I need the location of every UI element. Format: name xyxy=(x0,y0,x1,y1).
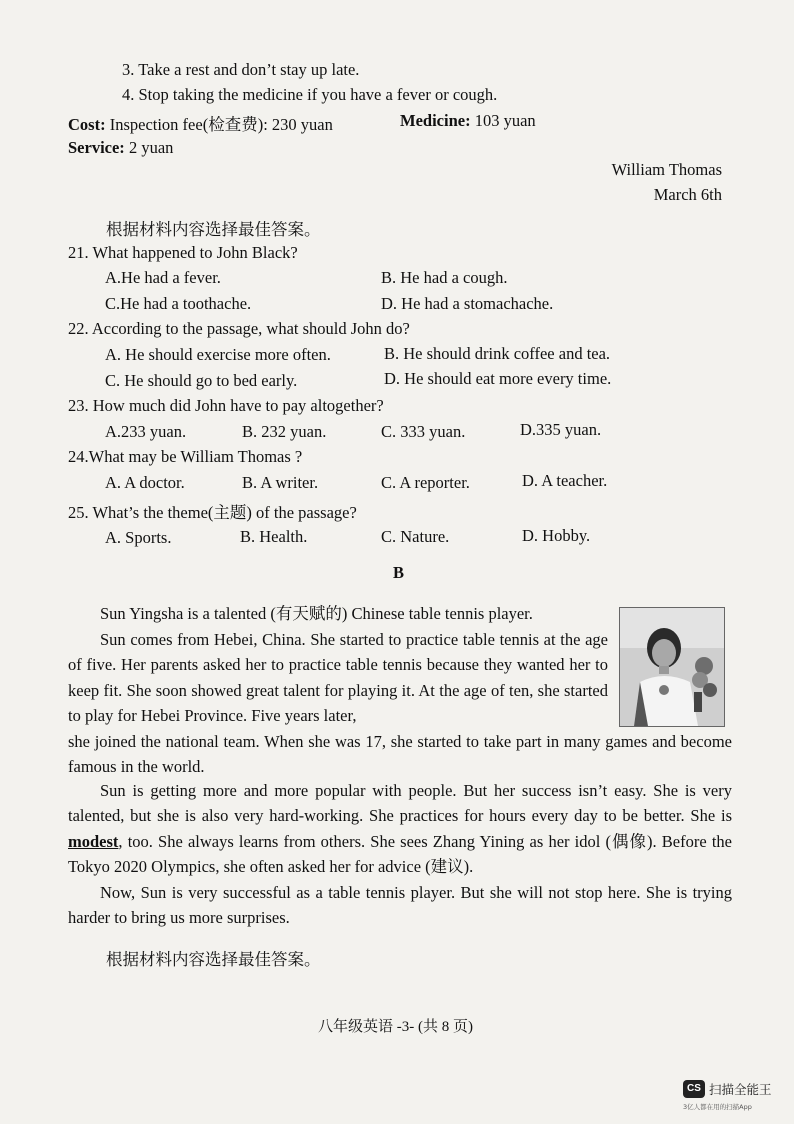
q22-option-b: B. He should drink coffee and tea. xyxy=(384,344,611,363)
paragraph-4 xyxy=(68,880,732,931)
q21-option-d: D. He had a stomachache. xyxy=(381,294,554,313)
paragraph-3-text-2: , too. She always learns from others. She sees Zhang Yining as her idol (偶像). Before the Tokyo 2020 Olympics, she often asked her for advice (建议). xyxy=(68,831,732,877)
service-label: Service: xyxy=(68,138,125,157)
page-footer: 八年级英语 -3- (共 8 页) xyxy=(318,1019,473,1035)
question-24: 24.What may be William Thomas ? xyxy=(68,447,303,466)
advice-3: 3. Take a rest and don’t stay up late. xyxy=(122,60,360,79)
paragraph-3-text-1: Sun is getting more and more popular with people. But her success isn’t easy. She is very talented, but she is also very hard-working. She practices for hours every day to be better. She is xyxy=(68,781,732,826)
medicine-value: 103 yuan xyxy=(474,111,536,130)
q21-option-c: C.He had a toothache. xyxy=(105,294,252,313)
question-23: 23. How much did John have to pay altogether? xyxy=(68,396,384,415)
instruction-b: 根据材料内容选择最佳答案。 xyxy=(106,950,321,969)
scanner-logo-icon: CS xyxy=(683,1080,705,1098)
instruction-a: 根据材料内容选择最佳答案。 xyxy=(106,220,321,239)
player-photo xyxy=(619,607,725,727)
scanner-tagline: 3亿人都在用的扫描App xyxy=(683,1103,752,1111)
modest-word: modest xyxy=(68,831,119,851)
q21-option-b: B. He had a cough. xyxy=(381,268,508,287)
paragraph-2-continued: she joined the national team. When she was 17, she started to take part in many games and become famous in the world. xyxy=(68,732,732,777)
player-photo-image xyxy=(620,608,724,726)
signature-date: March 6th xyxy=(653,185,722,204)
question-22: 22. According to the passage, what should John do? xyxy=(68,319,410,338)
q23-option-d: D.335 yuan. xyxy=(520,420,602,439)
paragraph-2 xyxy=(68,627,608,729)
service-value: 2 yuan xyxy=(128,138,174,157)
paragraph-1-text: Sun Yingsha is a talented (有天赋的) Chinese table tennis player. xyxy=(100,604,533,623)
cost-line xyxy=(68,111,333,135)
q24-option-c: C. A reporter. xyxy=(381,473,470,492)
paragraph-4-text: Now, Sun is very successful as a table tennis player. But she will not stop here. She is trying harder to bring us more surprises. xyxy=(68,883,732,928)
q24-option-a: A. A doctor. xyxy=(105,473,185,492)
q23-option-b: B. 232 yuan. xyxy=(242,422,327,441)
q25-option-b: B. Health. xyxy=(240,527,308,546)
section-b-heading: B xyxy=(393,563,405,582)
q21-option-a: A.He had a fever. xyxy=(105,268,221,287)
q24-option-d: D. A teacher. xyxy=(522,471,608,490)
question-21: 21. What happened to John Black? xyxy=(68,243,298,262)
q23-option-a: A.233 yuan. xyxy=(105,422,187,441)
paragraph-3 xyxy=(68,778,732,880)
medicine-label: Medicine: xyxy=(400,111,471,130)
medicine-line xyxy=(400,111,536,131)
q25-option-d: D. Hobby. xyxy=(522,526,591,545)
paragraph-2-text: Sun comes from Hebei, China. She started to practice table tennis at the age of five. Her parents asked her to practice table tennis because they wanted her to keep fit. She soon showed great talent for playing it. At the age of ten, she started to play for Hebei Province. Five years later, xyxy=(68,630,608,726)
q25-option-a: A. Sports. xyxy=(105,528,172,547)
question-25: 25. What’s the theme(主题) of the passage? xyxy=(68,503,357,522)
q22-option-d: D. He should eat more every time. xyxy=(384,369,612,388)
q25-option-c: C. Nature. xyxy=(381,527,450,546)
inspection-fee: Inspection fee(检查费): 230 yuan xyxy=(109,115,333,134)
q24-option-b: B. A writer. xyxy=(242,473,319,492)
q23-option-c: C. 333 yuan. xyxy=(381,422,466,441)
q22-option-c: C. He should go to bed early. xyxy=(105,371,298,390)
signature-name: William Thomas xyxy=(611,160,722,179)
q22-option-a: A. He should exercise more often. xyxy=(105,345,331,364)
scanner-name: 扫描全能王 xyxy=(709,1082,772,1097)
cost-label: Cost: xyxy=(68,115,106,134)
service-line xyxy=(68,138,173,158)
advice-4: 4. Stop taking the medicine if you have a fever or cough. xyxy=(122,85,498,104)
